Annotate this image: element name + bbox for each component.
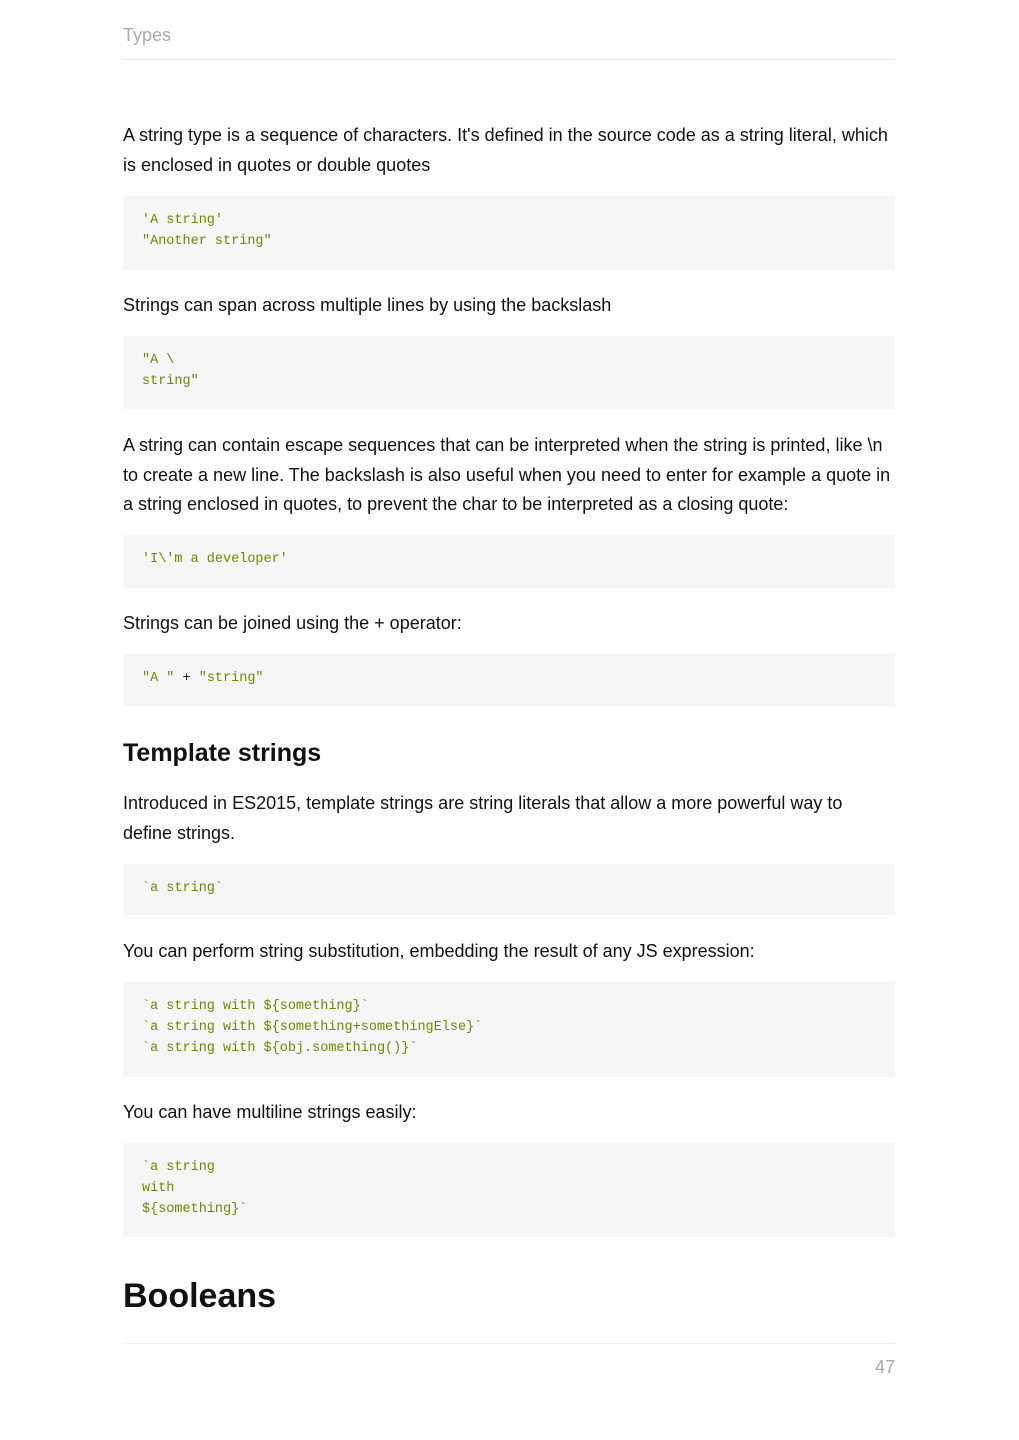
heading-booleans: Booleans [123,1277,277,1315]
paragraph-string-type: A string type is a sequence of characters. It's defined in the source code as a string literal, which is enclosed in quotes or double quotes [123,125,888,175]
code-token-operator: + [174,671,199,686]
heading-template-strings: Template strings [123,739,322,767]
code-block-concatenation [123,654,895,706]
paragraph-multiline-backslash: Strings can span across multiple lines by using the backslash [123,295,612,315]
code-block-escaped-quote: 'I\'m a developer' [123,535,895,588]
running-footer [123,1343,895,1377]
code-block-template-literal: `a string` [123,864,895,915]
code-token-right: "string" [198,671,264,686]
code-block-backslash: "A \ string" [123,336,895,409]
running-header [123,24,895,60]
paragraph-template-intro: Introduced in ES2015, template strings are string literals that allow a more powerful way to define strings. [123,793,843,843]
paragraph-substitution: You can perform string substitution, embedding the result of any JS expression: [123,941,755,961]
code-block-string-literals: 'A string' "Another string" [123,196,895,270]
page-number: 47 [874,1357,895,1377]
paragraph-multiline-template: You can have multiline strings easily: [123,1102,417,1122]
code-block-multiline-template: `a string with ${something}` [123,1143,895,1237]
header-title: Types [123,25,172,45]
code-token-left: "A " [142,671,175,686]
code-block-substitution: `a string with ${something}` `a string with ${something+somethingElse}` `a string with ${obj.something()}` [123,982,895,1077]
paragraph-join-operator: Strings can be joined using the + operator: [123,613,462,633]
paragraph-escape-sequences: A string can contain escape sequences that can be interpreted when the string is printed, like \n to create a new line. The backslash is also useful when you need to enter for example a quote in a string enclosed in quotes, to prevent the char to be interpreted as a closing quote: [123,435,891,514]
